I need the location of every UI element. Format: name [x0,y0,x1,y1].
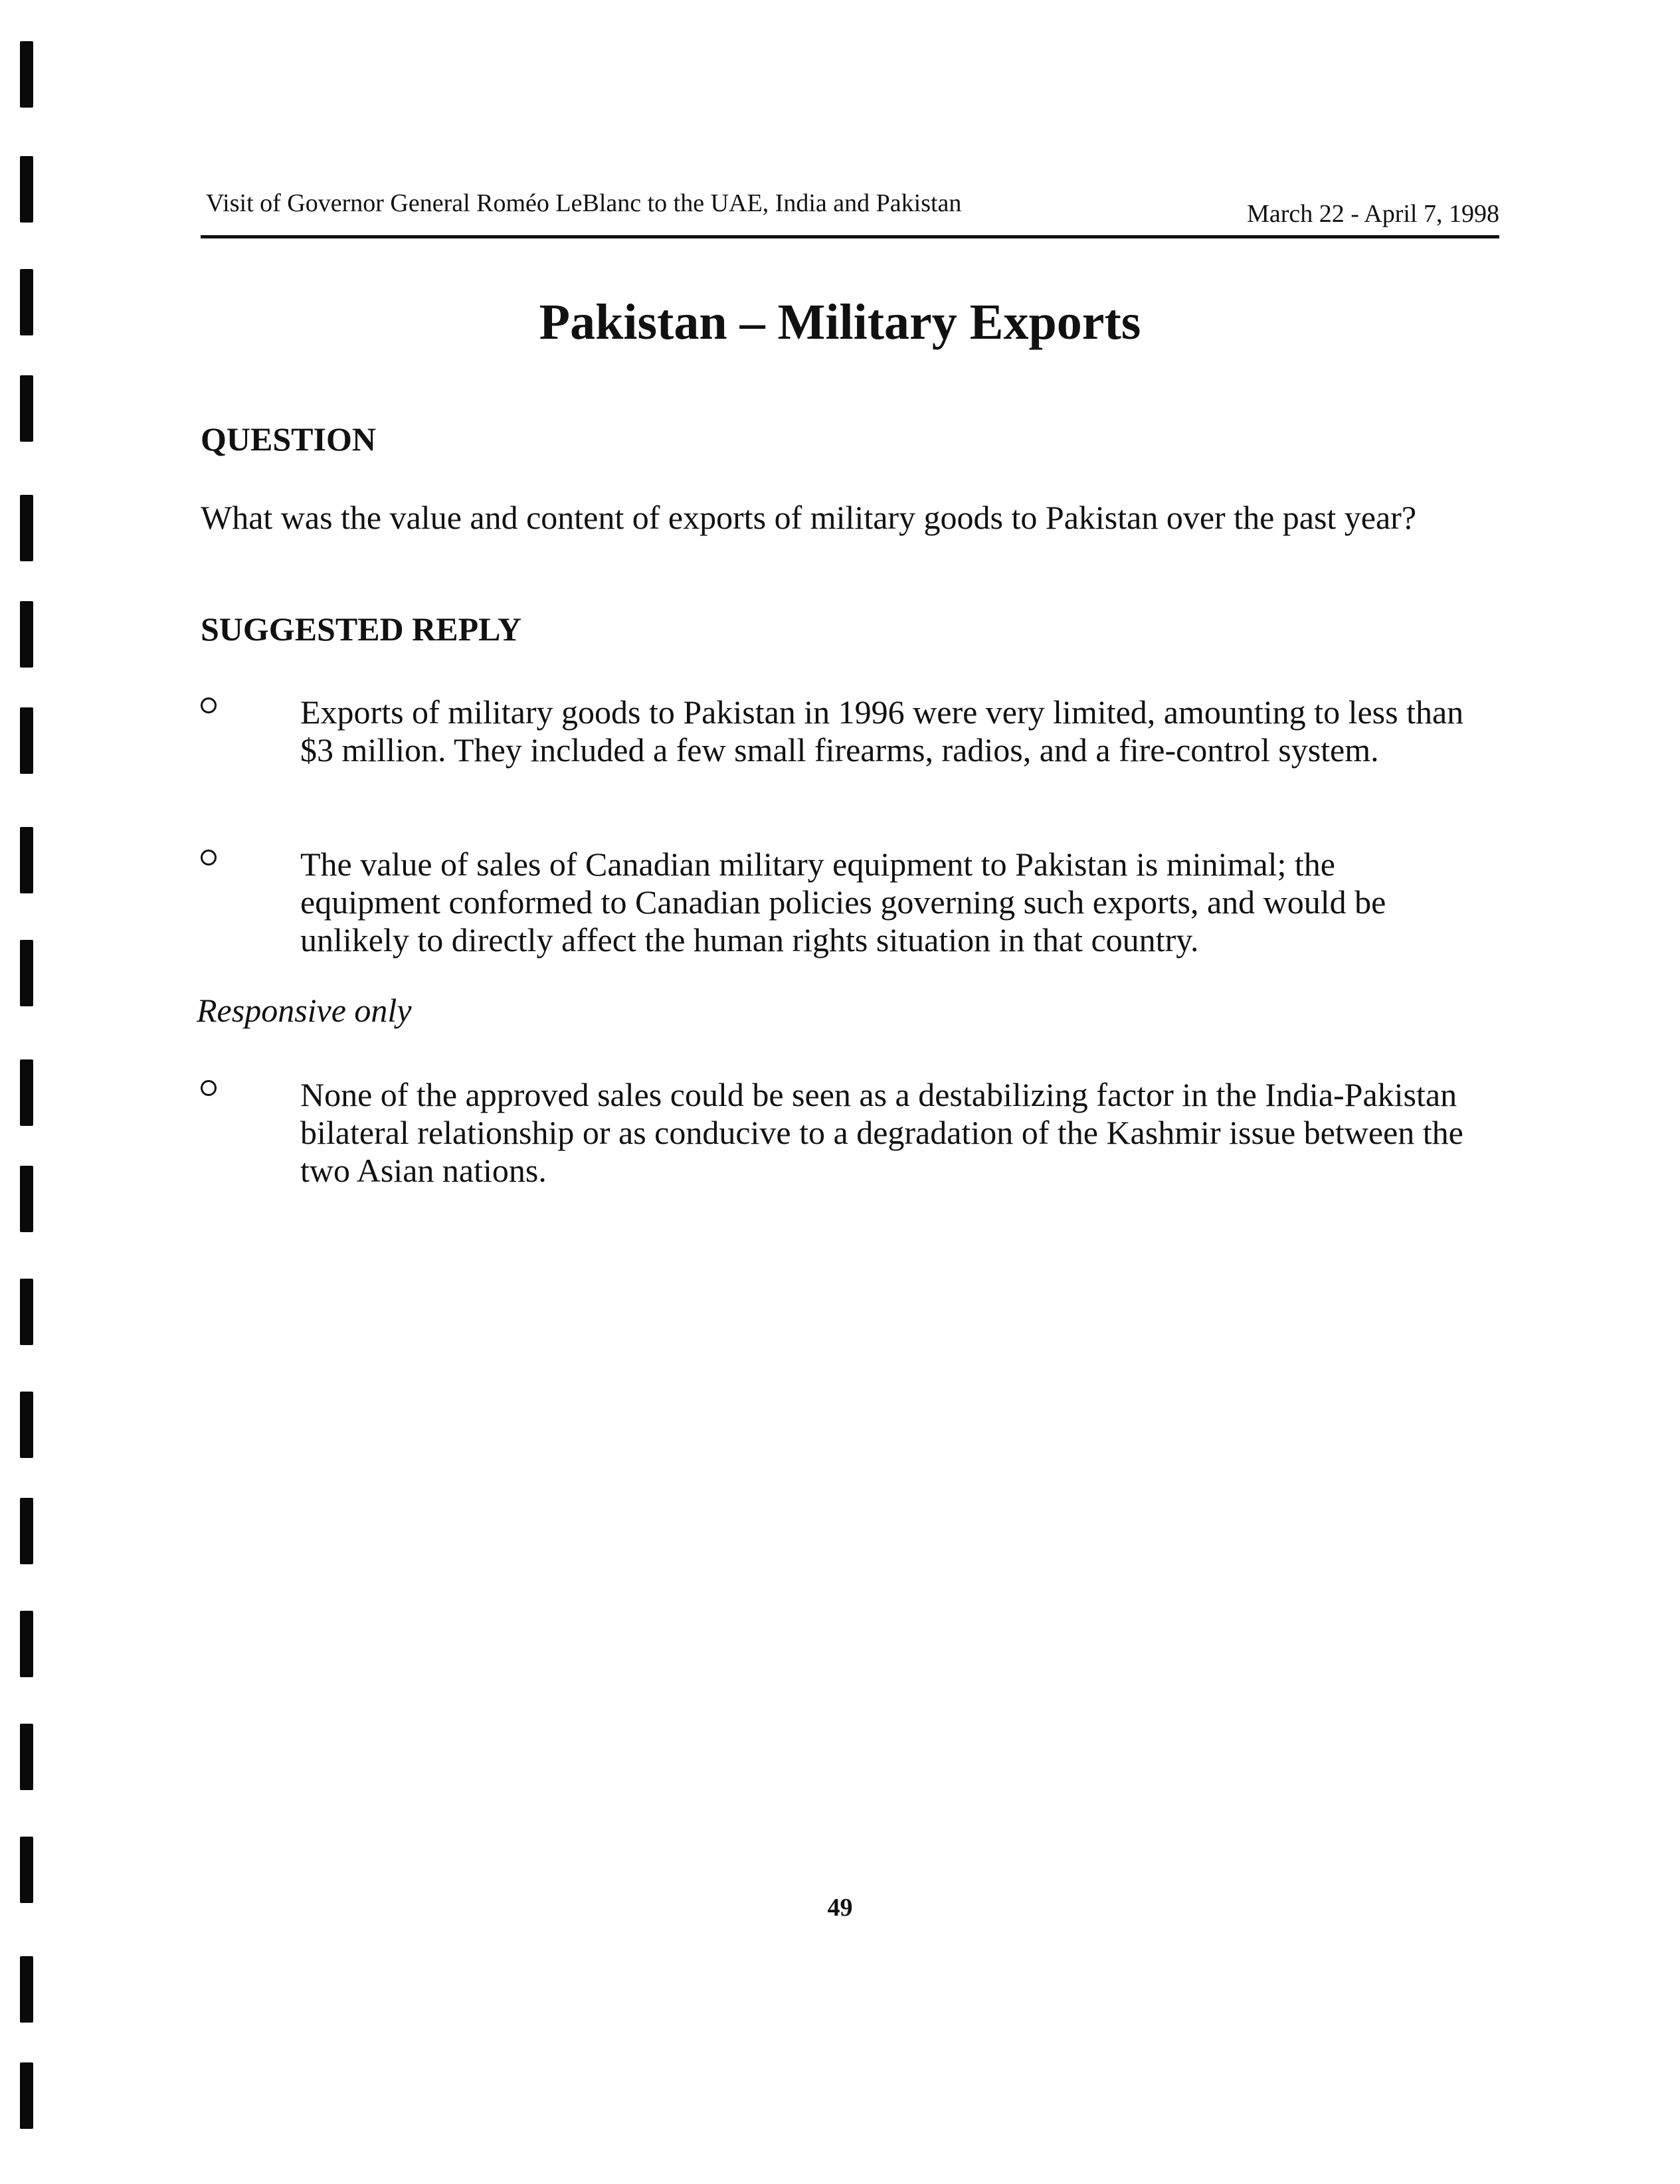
page-header [201,185,1499,238]
question-heading: QUESTION [201,420,376,458]
suggested-reply-heading: SUGGESTED REPLY [201,610,522,648]
binding-mark [20,1611,33,1677]
binding-mark [20,495,33,561]
reply-bullet-text: The value of sales of Canadian military equipment to Pakistan is minimal; the equipment conformed to Canadian policies governing such exports, and would be unlikely to directly affect the human rights situation in that country. [300,846,1386,958]
binding-mark [20,41,33,108]
header-visit-title: Visit of Governor General Roméo LeBlanc to the UAE, India and Pakistan [206,189,962,217]
question-text: What was the value and content of exports of military goods to Pakistan over the past year? [201,499,1417,536]
bullet-circle-icon [201,1080,217,1096]
header-date-range: March 22 - April 7, 1998 [1247,200,1499,228]
binding-mark [20,827,33,893]
binding-mark [20,1956,33,2023]
binding-mark [20,940,33,1006]
page-title: Pakistan – Military Exports [539,294,1141,350]
bullet-circle-icon [201,850,217,865]
bullet-circle-icon [201,697,217,713]
binding-mark [20,375,33,442]
binding-mark [20,156,33,223]
responsive-bullet-text: None of the approved sales could be seen as a destabilizing factor in the India-Pakistan bilateral relationship or as conducive to a degradation of the Kashmir issue between the two Asian nations. [300,1076,1463,1189]
binding-mark [20,1392,33,1458]
page-number: 49 [827,1894,853,1922]
binding-mark [20,1059,33,1126]
binding-mark [20,2062,33,2129]
binding-mark [20,1166,33,1232]
binding-mark [20,1498,33,1564]
binding-mark [20,1279,33,1345]
binding-mark [20,601,33,668]
reply-bullet-text: Exports of military goods to Pakistan in 1996 were very limited, amounting to less than $3 million. They included a few small firearms, radios, and a fire-control system. [300,693,1464,769]
binding-mark [20,1724,33,1790]
responsive-only-heading: Responsive only [197,992,412,1029]
binding-mark [20,707,33,774]
